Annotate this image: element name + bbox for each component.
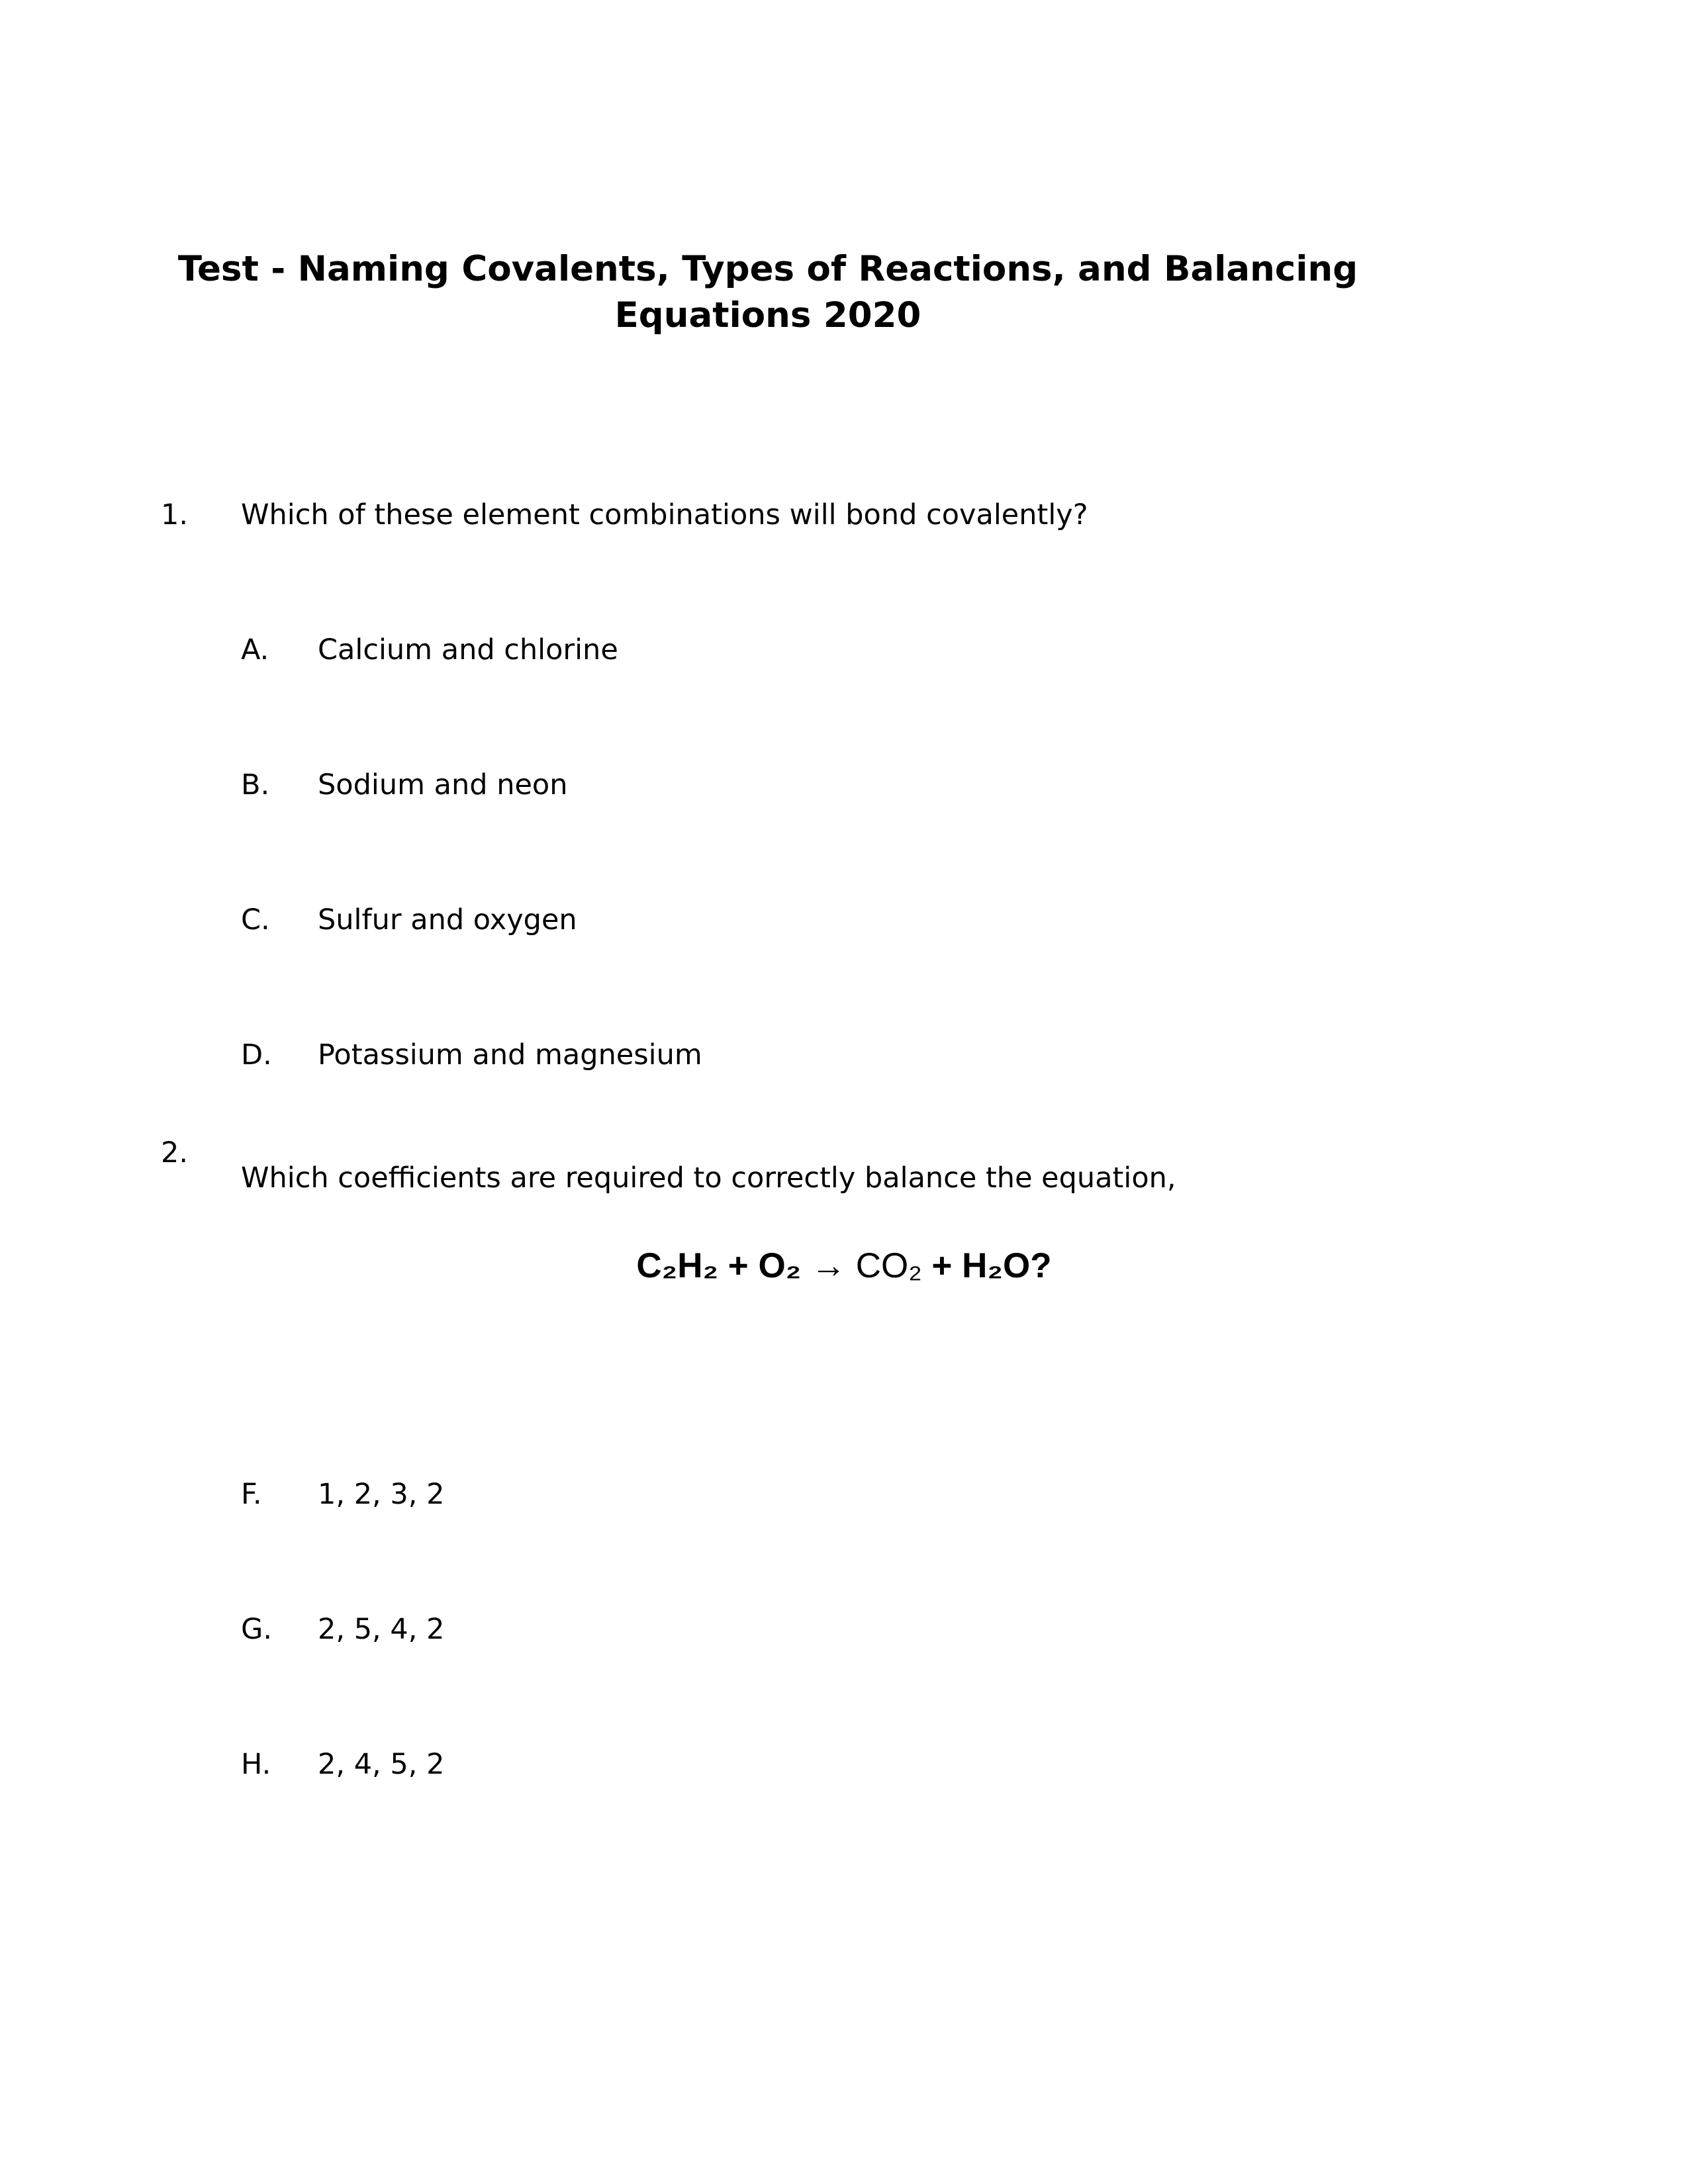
q1-option-b-text: Sodium and neon	[318, 768, 568, 801]
q2-option-g-text: 2, 5, 4, 2	[318, 1613, 445, 1646]
equation-arrow: →	[810, 1246, 846, 1285]
title-line-2: Equations 2020	[614, 295, 921, 336]
title-line-1: Test - Naming Covalents, Types of Reactions, and Balancing	[177, 249, 1358, 289]
question-1-text: Which of these element combinations will bond covalently?	[241, 498, 1088, 531]
q2-option-f-text: 1, 2, 3, 2	[318, 1478, 445, 1511]
equation-product-water: + H₂O?	[921, 1246, 1052, 1285]
q1-option-a-letter: A.	[241, 633, 269, 666]
q1-option-c-text: Sulfur and oxygen	[318, 903, 577, 936]
q1-option-c-letter: C.	[241, 903, 270, 936]
q1-option-b-letter: B.	[241, 768, 270, 801]
chemical-equation	[0, 1243, 1688, 1289]
question-1-number: 1.	[161, 498, 189, 531]
equation-reactants: C₂H₂ + O₂	[636, 1246, 802, 1285]
q2-option-h-letter: H.	[241, 1748, 271, 1781]
question-2-number: 2.	[161, 1136, 189, 1169]
q1-option-d-letter: D.	[241, 1038, 272, 1071]
page-title	[132, 246, 1403, 339]
q2-option-h-text: 2, 4, 5, 2	[318, 1748, 445, 1781]
q2-option-f-letter: F.	[241, 1478, 262, 1511]
question-2-text: Which coefficients are required to correctly balance the equation,	[241, 1161, 1176, 1195]
q1-option-d-text: Potassium and magnesium	[318, 1038, 702, 1071]
q1-option-a-text: Calcium and chlorine	[318, 633, 618, 666]
q2-option-g-letter: G.	[241, 1613, 272, 1646]
equation-product-co2: CO₂	[855, 1246, 922, 1285]
